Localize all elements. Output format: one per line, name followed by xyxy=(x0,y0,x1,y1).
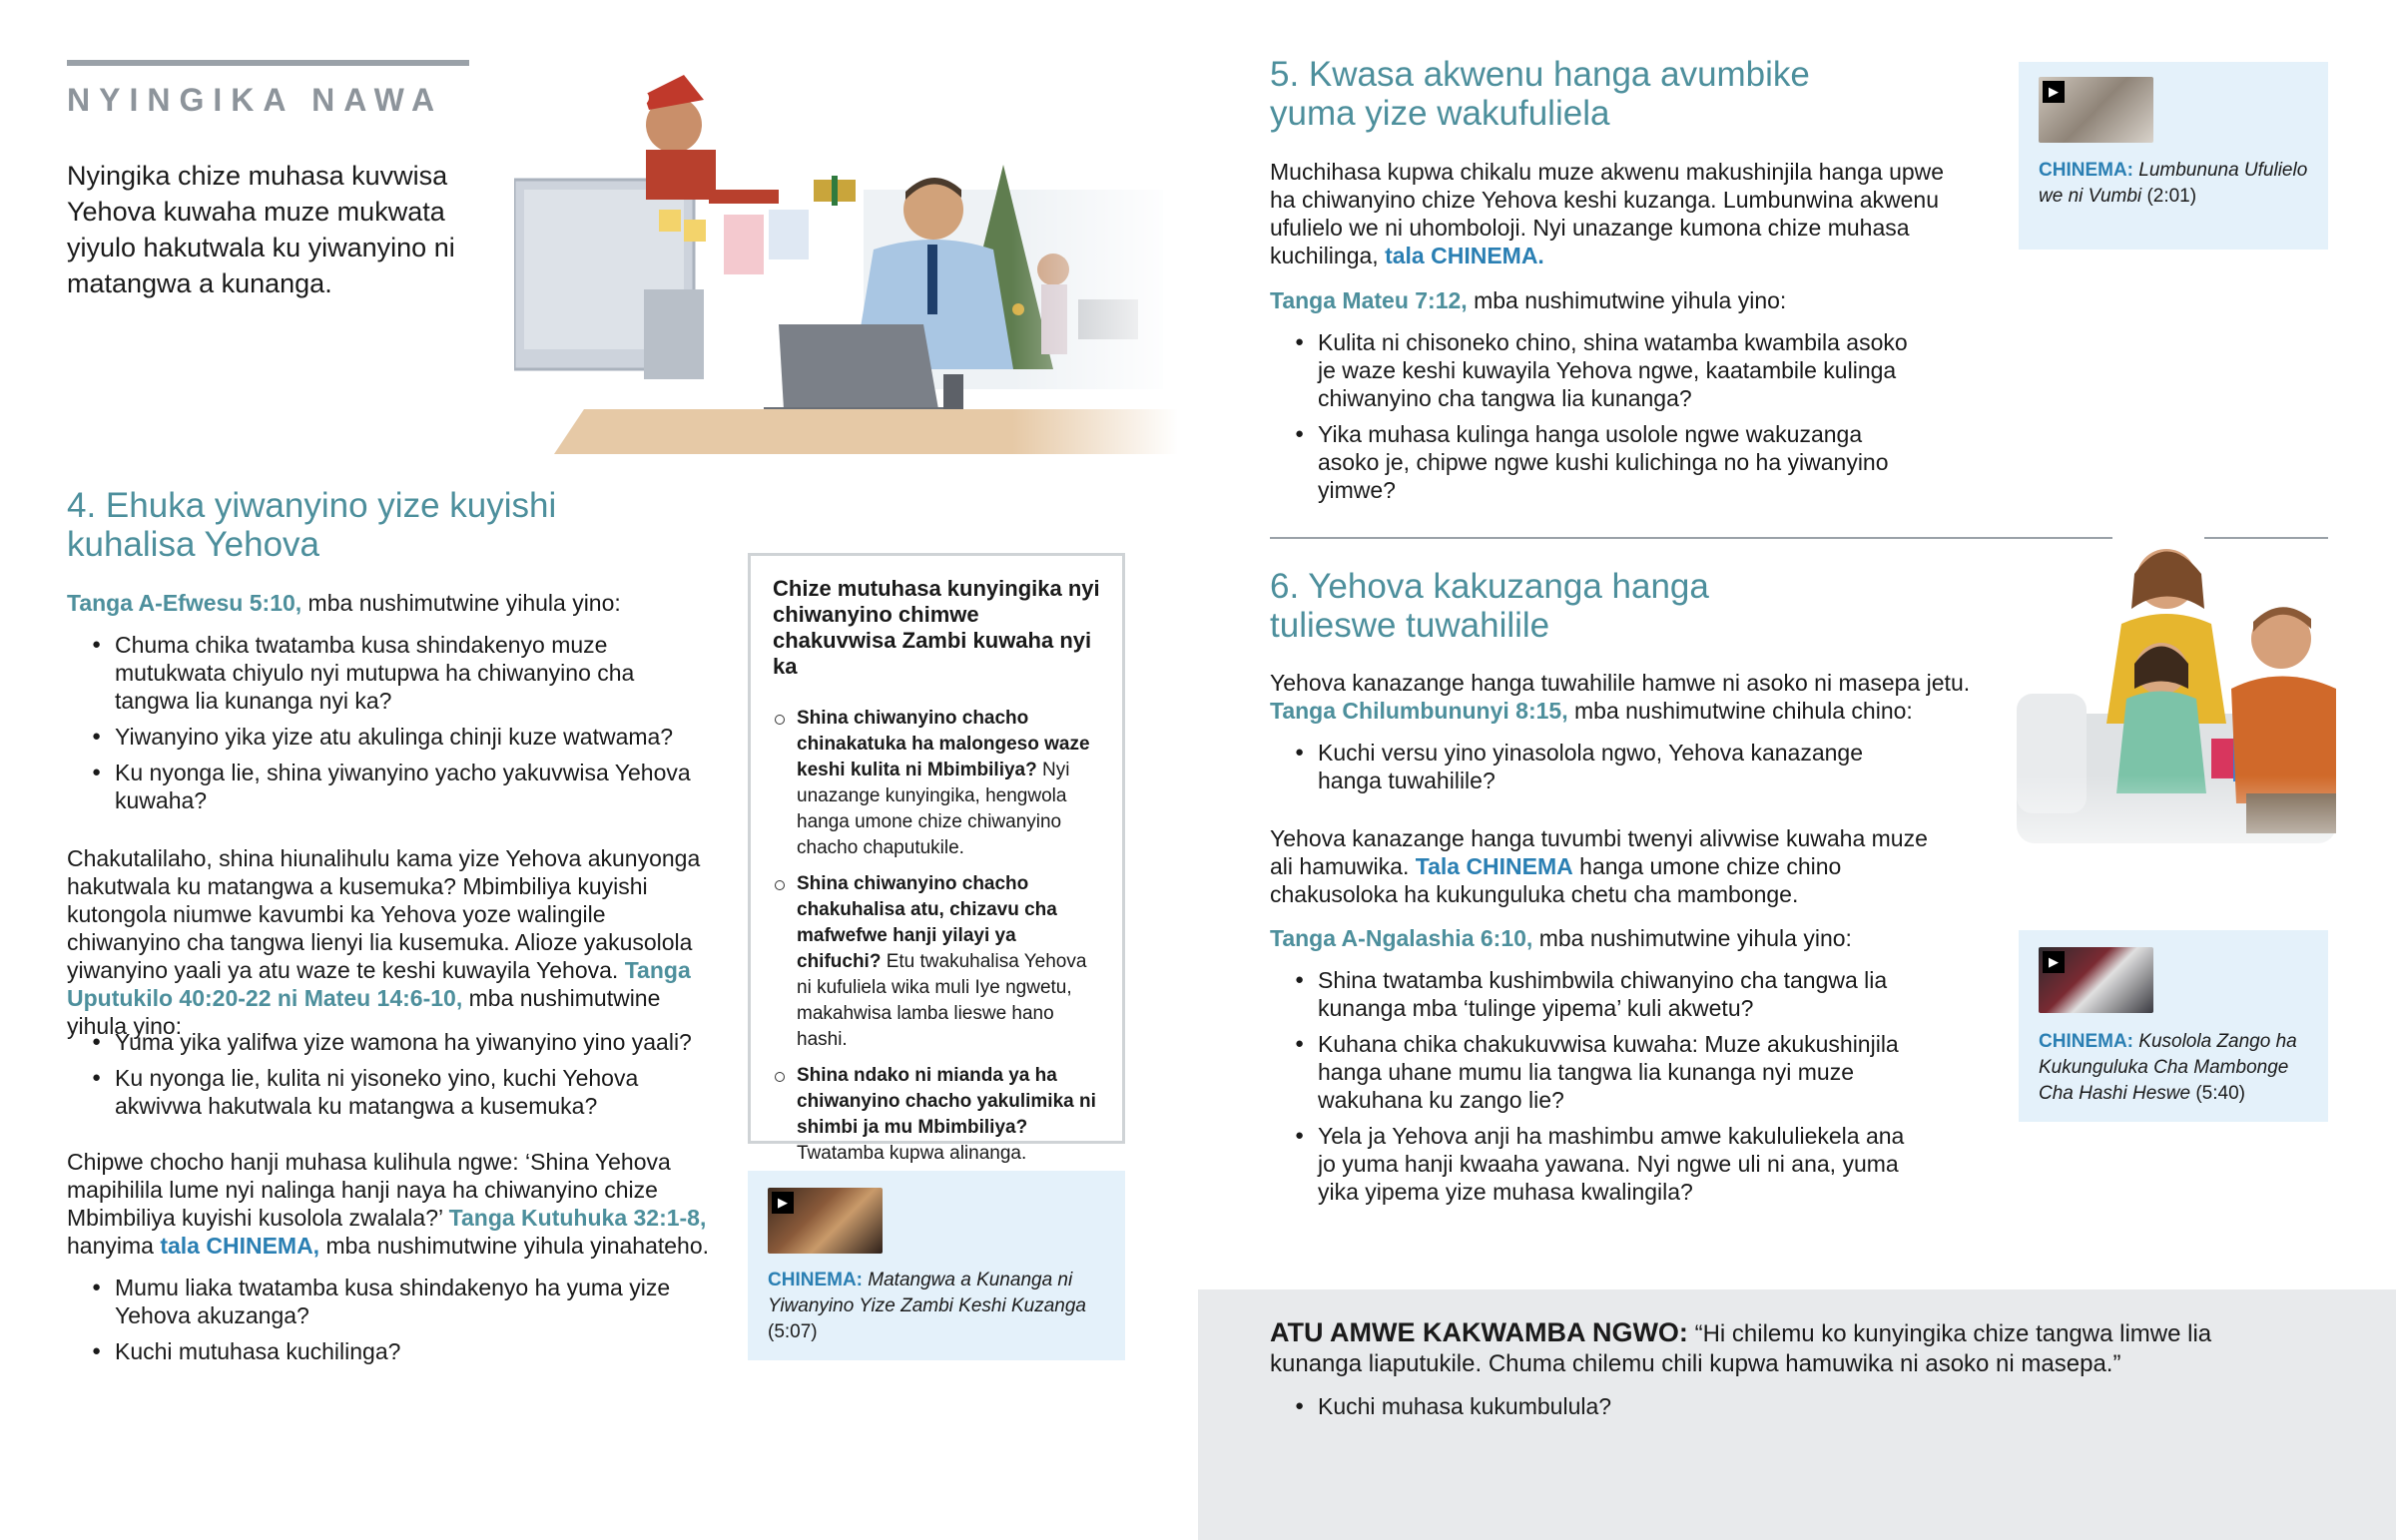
section-6-paragraph-2 xyxy=(1270,824,1949,908)
video-link[interactable]: tala CHINEMA. xyxy=(1385,243,1544,268)
video-thumbnail[interactable] xyxy=(768,1188,883,1254)
section-6-read-line xyxy=(1270,924,1969,952)
sidebar-question-list xyxy=(773,706,1100,1167)
section-divider xyxy=(1270,537,2112,539)
sidebar-answer: Nyi unazange kunyingika, hengwola hanga umone chize chiwanyino chacho chaputukile. xyxy=(797,760,1070,858)
video-link[interactable]: Tala CHINEMA xyxy=(1415,853,1573,879)
video-title: Kusolola Zango ha Kukunguluka Cha Mambonge Cha Hashi Heswe xyxy=(2039,1031,2297,1104)
section-kicker: NYINGIKA NAWA xyxy=(67,82,444,118)
list-item: ● Yuma yika yalifwa yize wamona ha yiwanyino yino yaali? xyxy=(67,1028,706,1056)
video-box-3[interactable] xyxy=(2019,930,2328,1122)
list-item: ● Yela ja Yehova anji ha mashimbu amwe kakululiekela ana jo yuma hanji kwaaha yawana. Nyi ngwe uli ni ana, yuma yika yipema yize muhasa kwalingila? xyxy=(1270,1122,1909,1206)
play-icon[interactable]: ▶ xyxy=(2043,81,2065,103)
paragraph-text: hanyima xyxy=(67,1233,161,1259)
video-label: CHINEMA: xyxy=(2039,1031,2133,1052)
section-4-questions-1 xyxy=(67,631,706,822)
read-instruction: mba nushimutwine yihula yino: xyxy=(1467,287,1787,313)
scripture-ref[interactable]: Tanga A-Ngalashia 6:10, xyxy=(1270,925,1533,951)
list-item: ● Kuchi versu yino yinasolola ngwo, Yehova kanazange hanga tuwahilile? xyxy=(1270,739,1889,794)
sidebar-question: Shina ndako ni mianda ya ha chiwanyino chacho yakulimika ni shimbi ja mu Mbimbiliya? xyxy=(797,1065,1096,1138)
video-link[interactable]: tala CHINEMA, xyxy=(160,1233,320,1259)
section-6-heading xyxy=(1270,567,1869,645)
sidebar-answer: Twatamba kupwa alinanga. xyxy=(797,1143,1027,1164)
guidance-sidebar-box xyxy=(748,553,1125,1164)
read-instruction: mba nushimutwine yihula yino: xyxy=(1532,925,1852,951)
header-rule xyxy=(67,60,469,66)
read-instruction: mba nushimutwine chihula chino: xyxy=(1567,698,1913,724)
read-instruction: mba nushimutwine yihula yino: xyxy=(67,985,661,1039)
section-6-questions-2 xyxy=(1270,966,1909,1214)
section-4-questions-2 xyxy=(67,1028,706,1128)
list-item xyxy=(773,706,1100,861)
objection-quote xyxy=(1270,1317,2228,1379)
list-item: ● Kulita ni chisoneko chino, shina watamba kwambila asoko je waze keshi kuwayila Yehova ngwe, kaatambile kulinga chiwanyino cha tangwa lia kunanga? xyxy=(1270,328,1929,412)
video-box-1[interactable] xyxy=(748,1171,1125,1360)
video-thumbnail[interactable] xyxy=(2039,77,2153,143)
paragraph-text: Chipwe chocho hanji muhasa kulihula ngwe: ‘Shina Yehova mapihilila lume nyi nalinga hanji naya ha chiwanyino chize Mbimbiliya kuyishi kusolola zwalala?’ xyxy=(67,1149,671,1231)
scripture-ref[interactable]: Tanga Chilumbununyi 8:15, xyxy=(1270,698,1568,724)
video-duration: (5:40) xyxy=(2195,1083,2245,1104)
section-4-heading xyxy=(67,486,666,564)
section-6-paragraph-1 xyxy=(1270,669,1989,725)
video-box-2[interactable] xyxy=(2019,62,2328,250)
video-duration: (2:01) xyxy=(2146,186,2197,207)
video-duration: (5:07) xyxy=(768,1321,818,1342)
list-item: ● Chuma chika twatamba kusa shindakenyo muze mutukwata chiyulo nyi mutupwa ha chiwanyino cha tangwa lia kunanga nyi ka? xyxy=(67,631,706,715)
sidebar-question: Shina chiwanyino chacho chinakatuka ha malongeso waze keshi kulita ni Mbimbiliya? xyxy=(797,708,1090,780)
list-item: ● Ku nyonga lie, shina yiwanyino yacho yakuvwisa Yehova kuwaha? xyxy=(67,759,706,814)
list-item: ● Yiwanyino yika yize atu akulinga chinji kuze watwama? xyxy=(67,723,706,751)
objection-lead: ATU AMWE KAKWAMBA NGWO: xyxy=(1270,1317,1688,1347)
section-4-paragraph-2 xyxy=(67,844,718,1040)
section-4-questions-3 xyxy=(67,1274,706,1373)
list-item: ● Kuchi mutuhasa kuchilinga? xyxy=(67,1337,706,1365)
section-6-heading-line2: tulieswe tuwahilile xyxy=(1270,606,1550,645)
office-gift-illustration xyxy=(514,70,1178,454)
section-5-questions xyxy=(1270,328,1929,512)
list-item: ● Kuhana chika chakukuvwisa kuwaha: Muze akukushinjila hanga uhane mumu lia tangwa lia kunanga nyi muze wakuhana ku zango lie? xyxy=(1270,1030,1909,1114)
section-5-heading-line2: yuma yize wakufuliela xyxy=(1270,94,1610,133)
read-instruction: mba nushimutwine yihula yino: xyxy=(301,590,621,616)
section-6-questions-1 xyxy=(1270,739,1889,802)
scripture-ref[interactable]: Tanga A-Efwesu 5:10, xyxy=(67,590,302,616)
paragraph-text: Yehova kanazange hanga tuvumbi twenyi alivwise kuwaha muze ali hamuwika. xyxy=(1270,825,1928,879)
section-5-heading xyxy=(1270,55,1869,133)
read-instruction: mba nushimutwine yihula yinahateho. xyxy=(319,1233,710,1259)
paragraph-text: Chakutalilaho, shina hiunalihulu kama yize Yehova akunyonga hakutwala ku matangwa a kusemuka? Mbimbiliya kuyishi kutongola niumwe kavumbi ka Yehova yoze walingile chiwanyino cha tangwa lienyi lia kusemuka. Alioze yakusolola yiwanyino yaali ya atu waze te keshi kuwayila Yehova. xyxy=(67,845,701,983)
section-6-heading-line1: 6. Yehova kakuzanga hanga xyxy=(1270,567,1709,606)
video-caption xyxy=(2039,158,2318,210)
section-5-read-line xyxy=(1270,286,1969,314)
scripture-ref[interactable]: Tanga Mateu 7:12, xyxy=(1270,287,1468,313)
section-4-paragraph-3 xyxy=(67,1148,718,1260)
play-icon[interactable]: ▶ xyxy=(772,1192,794,1214)
list-item: ● Kuchi muhasa kukumbulula? xyxy=(1270,1392,1969,1420)
section-4-heading-line1: 4. Ehuka yiwanyino yize kuyishi xyxy=(67,486,557,525)
section-5-heading-line1: 5. Kwasa akwenu hanga avumbike xyxy=(1270,55,1810,94)
video-caption xyxy=(2039,1029,2323,1107)
paragraph-text: hanga umone chize chino chakusoloka ha kukunguluka chetu cha mambonge. xyxy=(1270,853,1842,907)
paragraph-text: Muchihasa kupwa chikalu muze akwenu makushinjila hanga upwe ha chiwanyino chize Yehova keshi kuzanga. Lumbunwina akwenu ufulielo we ni uhomboloji. Nyi unazange kumona chize muhasa kuchilinga, xyxy=(1270,159,1945,268)
scripture-ref[interactable]: Tanga Kutuhuka 32:1-8, xyxy=(448,1205,707,1231)
list-item: ● Yika muhasa kulinga hanga usolole ngwe wakuzanga asoko je, chipwe ngwe kushi kulichinga no ha yiwanyino yimwe? xyxy=(1270,420,1929,504)
section-4-heading-line2: kuhalisa Yehova xyxy=(67,525,319,564)
section-4-read-line xyxy=(67,589,706,617)
video-label: CHINEMA: xyxy=(2039,160,2133,181)
family-gift-illustration xyxy=(2017,524,2336,883)
sidebar-question: Shina chiwanyino chacho chakuhalisa atu, chizavu cha mafwefwe hanji yilayi ya chifuchi? xyxy=(797,873,1057,972)
video-thumbnail[interactable] xyxy=(2039,947,2153,1013)
objection-question xyxy=(1270,1392,1969,1428)
list-item: ● Shina twatamba kushimbwila chiwanyino cha tangwa lia kunanga mba ‘tulinge yipema’ kuli akwetu? xyxy=(1270,966,1909,1022)
video-title: Lumbununa Ufulielo we ni Vumbi xyxy=(2039,160,2308,207)
video-label: CHINEMA: xyxy=(768,1270,863,1290)
section-5-paragraph xyxy=(1270,158,1969,269)
video-title: Matangwa a Kunanga ni Yiwanyino Yize Zambi Keshi Kuzanga xyxy=(768,1270,1086,1316)
play-icon[interactable]: ▶ xyxy=(2043,951,2065,973)
sidebar-title: Chize mutuhasa kunyingika nyi chiwanyino chimwe chakuvwisa Zambi kuwaha nyi ka xyxy=(773,576,1100,679)
video-caption xyxy=(768,1268,1107,1345)
list-item xyxy=(773,871,1100,1053)
list-item xyxy=(773,1063,1100,1167)
scripture-ref[interactable]: Tanga Uputukilo 40:20-22 ni Mateu 14:6-10, xyxy=(67,957,691,1011)
list-item: ● Ku nyonga lie, kulita ni yisoneko yino, kuchi Yehova akwivwa hakutwala ku matangwa a kusemuka? xyxy=(67,1064,706,1120)
paragraph-text: Yehova kanazange hanga tuwahilile hamwe ni asoko ni masepa jetu. xyxy=(1270,670,1971,696)
list-item: ● Mumu liaka twatamba kusa shindakenyo ha yuma yize Yehova akuzanga? xyxy=(67,1274,706,1329)
sidebar-answer: Etu twakuhalisa Yehova ni kufuliela wika muli Iye ngwetu, makahwisa lamba lieswe hano hashi. xyxy=(797,951,1087,1050)
intro-text: Nyingika chize muhasa kuvwisa Yehova kuwaha muze mukwata yiyulo hakutwala ku yiwanyino ni matangwa a kunanga. xyxy=(67,161,455,298)
objection-text: “Hi chilemu ko kunyingika chize tangwa limwe lia kunanga liaputukile. Chuma chilemu chili kupwa hamuwika ni asoko ni masepa.” xyxy=(1270,1320,2212,1377)
